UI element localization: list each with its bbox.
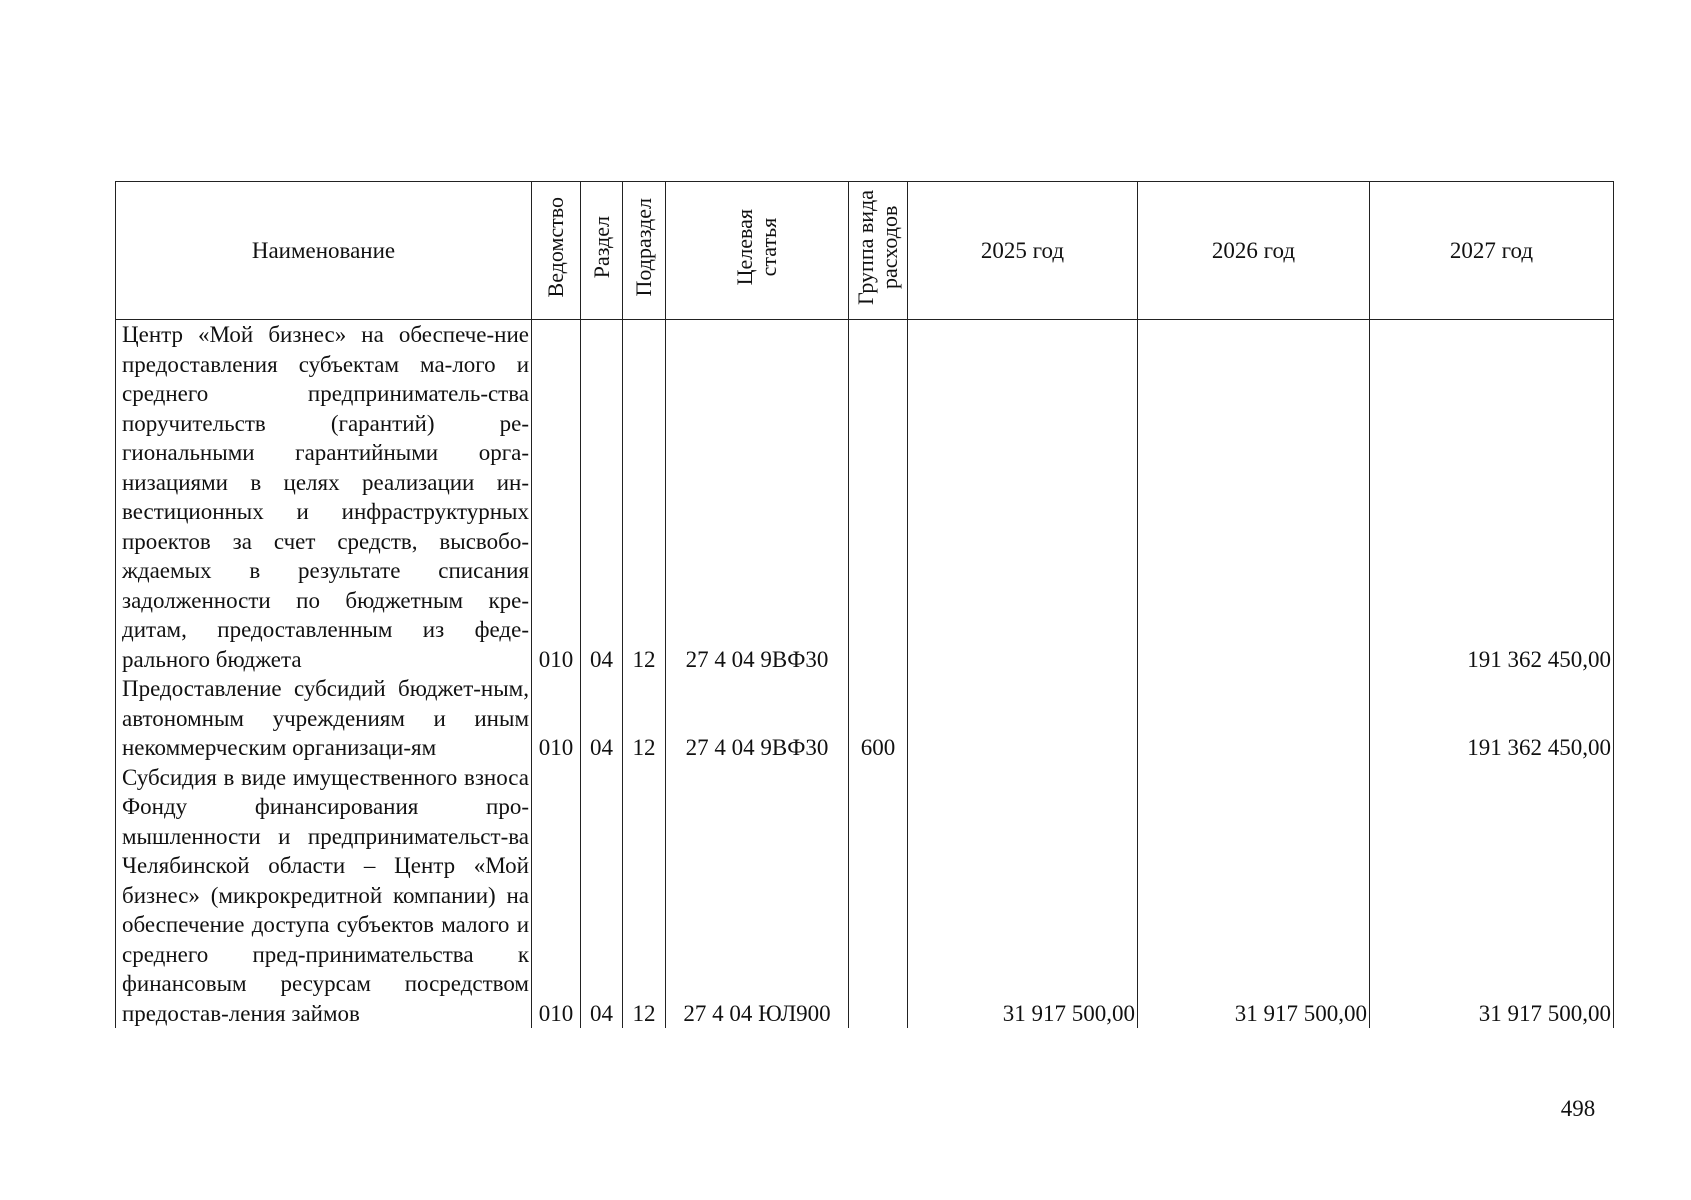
row-name: Предоставление субсидий бюджет-ным, автономным учреждениям и иным некоммерческим организаци-ям: [116, 674, 532, 763]
header-2026-label: 2026 год: [1211, 237, 1296, 263]
row-razdel: 04: [581, 674, 623, 763]
row-vedomstvo: 010: [532, 763, 581, 1029]
header-vedomstvo: [532, 182, 581, 320]
table-body: [116, 320, 1614, 1029]
row-2027: 31 917 500,00: [1370, 763, 1614, 1029]
header-2025: [908, 182, 1138, 320]
page-number: 498: [1560, 1096, 1596, 1121]
table-header: [116, 182, 1614, 320]
header-podrazdel-label: Подраздел: [631, 198, 656, 297]
header-celevaya-line2: статья: [756, 218, 781, 277]
row-2025: [908, 320, 1138, 675]
header-name-label: Наименование: [251, 237, 396, 263]
row-razdel: 04: [581, 320, 623, 675]
row-vedomstvo: 010: [532, 320, 581, 675]
header-2025-label: 2025 год: [980, 237, 1065, 263]
row-2027: 191 362 450,00: [1370, 320, 1614, 675]
row-2026: [1138, 320, 1370, 675]
budget-table: [115, 181, 1614, 1028]
row-name: Субсидия в виде имущественного взноса Фонду финансирования про-мышленности и предпринимательст-ва Челябинской области – Центр «Мой бизнес» (микрокредитной компании) на обеспечение доступа субъектов малого и среднего пред-принимательства к финансовым ресурсам посредством предостав-ления займов: [116, 763, 532, 1029]
table-row: [116, 320, 1614, 675]
table-row: [116, 763, 1614, 1029]
row-celevaya: 27 4 04 9ВФ30: [666, 320, 849, 675]
header-2026: [1138, 182, 1370, 320]
header-gruppa-line2: расходов: [877, 205, 902, 290]
row-podrazdel: 12: [623, 763, 666, 1029]
row-2027: 191 362 450,00: [1370, 674, 1614, 763]
header-vedomstvo-label: Ведомство: [543, 197, 568, 298]
row-razdel: 04: [581, 763, 623, 1029]
header-row: [116, 182, 1614, 320]
header-gruppa: [849, 182, 908, 320]
row-celevaya: 27 4 04 9ВФ30: [666, 674, 849, 763]
header-name: [116, 182, 532, 320]
row-name: Центр «Мой бизнес» на обеспече-ние предоставления субъектам ма-лого и среднего предприниматель-ства поручительств (гарантий) ре-гиональными гарантийными орга-низациями в целях реализации ин-вестиционных и инфраструктурных проектов за счет средств, высвобо-ждаемых в результате списания задолженности по бюджетным кре-дитам, предоставленным из феде-рального бюджета: [116, 320, 532, 675]
row-celevaya: 27 4 04 ЮЛ900: [666, 763, 849, 1029]
header-razdel-label: Раздел: [588, 216, 614, 279]
row-2025: 31 917 500,00: [908, 763, 1138, 1029]
header-2027: [1370, 182, 1614, 320]
header-razdel: [581, 182, 623, 320]
row-2026: 31 917 500,00: [1138, 763, 1370, 1029]
row-podrazdel: 12: [623, 320, 666, 675]
row-gruppa: [849, 763, 908, 1029]
row-2025: [908, 674, 1138, 763]
row-gruppa: 600: [849, 674, 908, 763]
row-gruppa: [849, 320, 908, 675]
row-podrazdel: 12: [623, 674, 666, 763]
header-2027-label: 2027 год: [1449, 237, 1534, 263]
header-gruppa-label: [854, 190, 902, 305]
table-row: [116, 674, 1614, 763]
row-vedomstvo: 010: [532, 674, 581, 763]
header-celevaya-line1: Целевая: [732, 209, 757, 286]
header-podrazdel: [623, 182, 666, 320]
header-gruppa-line1: Группа вида: [853, 190, 878, 305]
header-celevaya-label: [733, 209, 781, 285]
header-celevaya: [666, 182, 849, 320]
row-2026: [1138, 674, 1370, 763]
